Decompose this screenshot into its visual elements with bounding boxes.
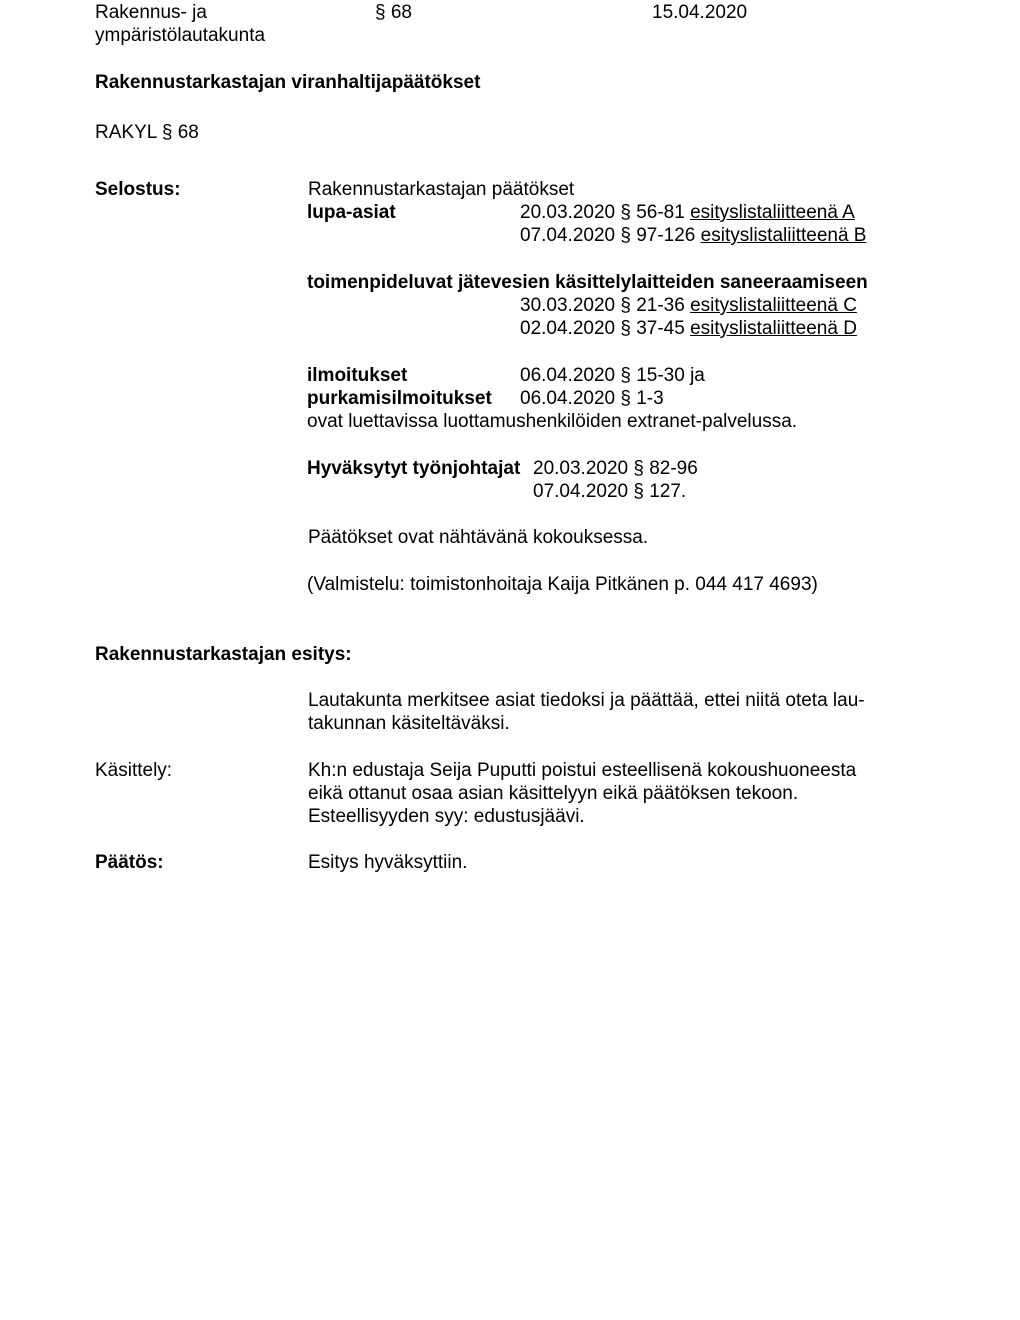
committee-name-line1: Rakennus- ja: [95, 2, 207, 23]
purkamisilmoitukset-value: 06.04.2020 § 1-3: [520, 388, 664, 409]
paatos-label: Päätös:: [95, 852, 164, 873]
kasittely-label: Käsittely:: [95, 760, 173, 781]
valmistelu-note: (Valmistelu: toimistonhoitaja Kaija Pitkänen p. 044 417 4693): [307, 574, 818, 595]
toimenpide-row-1: [520, 294, 857, 317]
lupa-asiat-label: lupa-asiat: [307, 202, 396, 223]
ilmoitukset-value: 06.04.2020 § 15-30 ja: [520, 365, 705, 386]
attachment-link-d[interactable]: esityslistaliitteenä D: [690, 318, 857, 339]
paatos-text: Esitys hyväksyttiin.: [308, 852, 468, 873]
esitys-label: Rakennustarkastajan esitys:: [95, 644, 352, 665]
meeting-date: 15.04.2020: [652, 2, 748, 23]
lupa-row-1: [520, 201, 855, 224]
lupa-row-2: [520, 224, 866, 247]
committee-name-line2: ympäristölautakunta: [95, 25, 266, 46]
selostus-label: Selostus:: [95, 179, 181, 200]
tyonjohtajat-value-2: 07.04.2020 § 127.: [533, 481, 687, 502]
kasittely-line-3: Esteellisyyden syy: edustusjäävi.: [308, 806, 585, 827]
lupa-row-2-text: 07.04.2020 § 97-126: [520, 225, 696, 246]
selostus-intro: Rakennustarkastajan päätökset: [308, 179, 575, 200]
purkamisilmoitukset-label: purkamisilmoitukset: [307, 388, 492, 409]
reference: RAKYL § 68: [95, 122, 199, 143]
page-title: Rakennustarkastajan viranhaltijapäätökset: [95, 72, 481, 93]
esitys-line-1: Lautakunta merkitsee asiat tiedoksi ja päättää, ettei niitä oteta lau-: [308, 690, 865, 711]
toimenpide-row-2: [520, 317, 857, 340]
kasittely-line-2: eikä ottanut osaa asian käsittelyyn eikä päätöksen tekoon.: [308, 783, 799, 804]
toimenpideluvat-label: toimenpideluvat jätevesien käsittelylaitteiden saneeraamiseen: [307, 272, 868, 293]
lupa-row-1-text: 20.03.2020 § 56-81: [520, 202, 685, 223]
tyonjohtajat-value-1: 20.03.2020 § 82-96: [533, 458, 698, 479]
attachment-link-b[interactable]: esityslistaliitteenä B: [700, 225, 867, 246]
kasittely-line-1: Kh:n edustaja Seija Puputti poistui esteellisenä kokoushuoneesta: [308, 760, 857, 781]
extranet-note: ovat luettavissa luottamushenkilöiden extranet-palvelussa.: [307, 411, 798, 432]
esitys-line-2: takunnan käsiteltäväksi.: [308, 713, 510, 734]
section-number: § 68: [375, 2, 412, 23]
ilmoitukset-label: ilmoitukset: [307, 365, 408, 386]
attachment-link-a[interactable]: esityslistaliitteenä A: [690, 202, 855, 223]
attachment-link-c[interactable]: esityslistaliitteenä C: [690, 295, 857, 316]
toimenpide-row-1-text: 30.03.2020 § 21-36: [520, 295, 685, 316]
tyonjohtajat-label: Hyväksytyt työnjohtajat: [307, 458, 521, 479]
nahtavana-note: Päätökset ovat nähtävänä kokouksessa.: [308, 527, 649, 548]
toimenpide-row-2-text: 02.04.2020 § 37-45: [520, 318, 685, 339]
